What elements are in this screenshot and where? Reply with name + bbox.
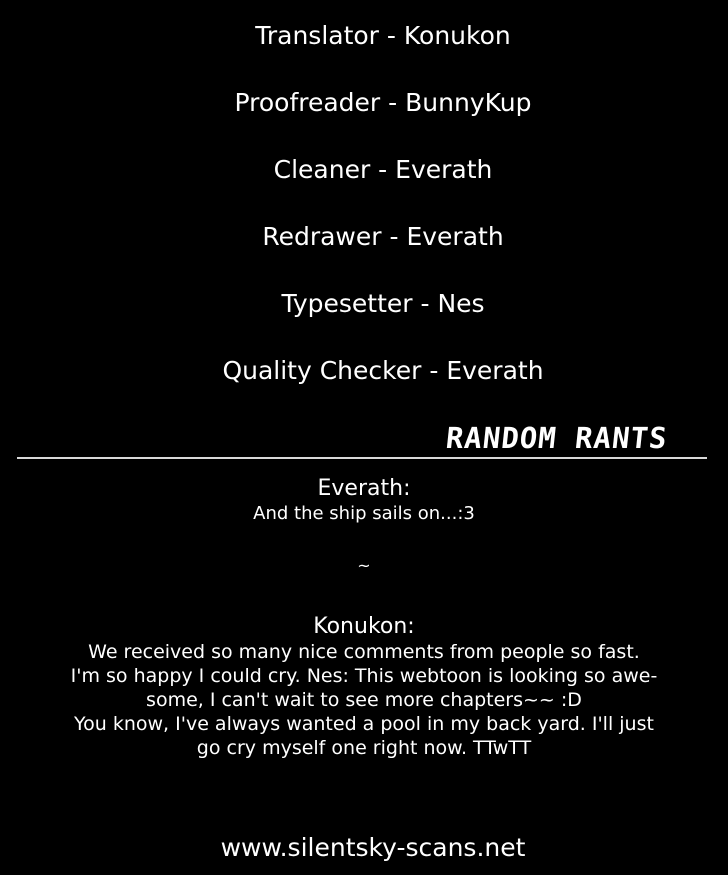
rant-line: go cry myself one right now. TTwTT bbox=[196, 737, 532, 759]
rant-line: some, I can't wait to see more chapters~~ :D bbox=[146, 689, 582, 711]
rant-author-everath: Everath: bbox=[317, 476, 411, 501]
section-divider bbox=[17, 457, 707, 459]
credit-quality-checker: Quality Checker - Everath bbox=[222, 356, 544, 385]
rant-konukon bbox=[0, 614, 728, 760]
rant-line: I'm so happy I could cry. Nes: This webtoon is looking so awe- bbox=[70, 665, 658, 687]
credit-translator: Translator - Konukon bbox=[255, 21, 511, 50]
credit-typesetter: Typesetter - Nes bbox=[281, 289, 485, 318]
credit-cleaner: Cleaner - Everath bbox=[273, 155, 493, 184]
rant-line: And the ship sails on...:3 bbox=[253, 503, 475, 524]
rant-everath bbox=[0, 476, 728, 526]
rant-line: You know, I've always wanted a pool in my back yard. I'll just bbox=[74, 713, 654, 735]
credit-proofreader: Proofreader - BunnyKup bbox=[234, 88, 532, 117]
website-url: www.silentsky-scans.net bbox=[220, 833, 526, 862]
rant-author-konukon: Konukon: bbox=[313, 614, 415, 639]
random-rants-title: RANDOM RANTS bbox=[444, 421, 670, 455]
rant-separator: ~ bbox=[357, 556, 371, 575]
credit-redrawer: Redrawer - Everath bbox=[262, 222, 504, 251]
rant-line: We received so many nice comments from people so fast. bbox=[88, 641, 640, 663]
